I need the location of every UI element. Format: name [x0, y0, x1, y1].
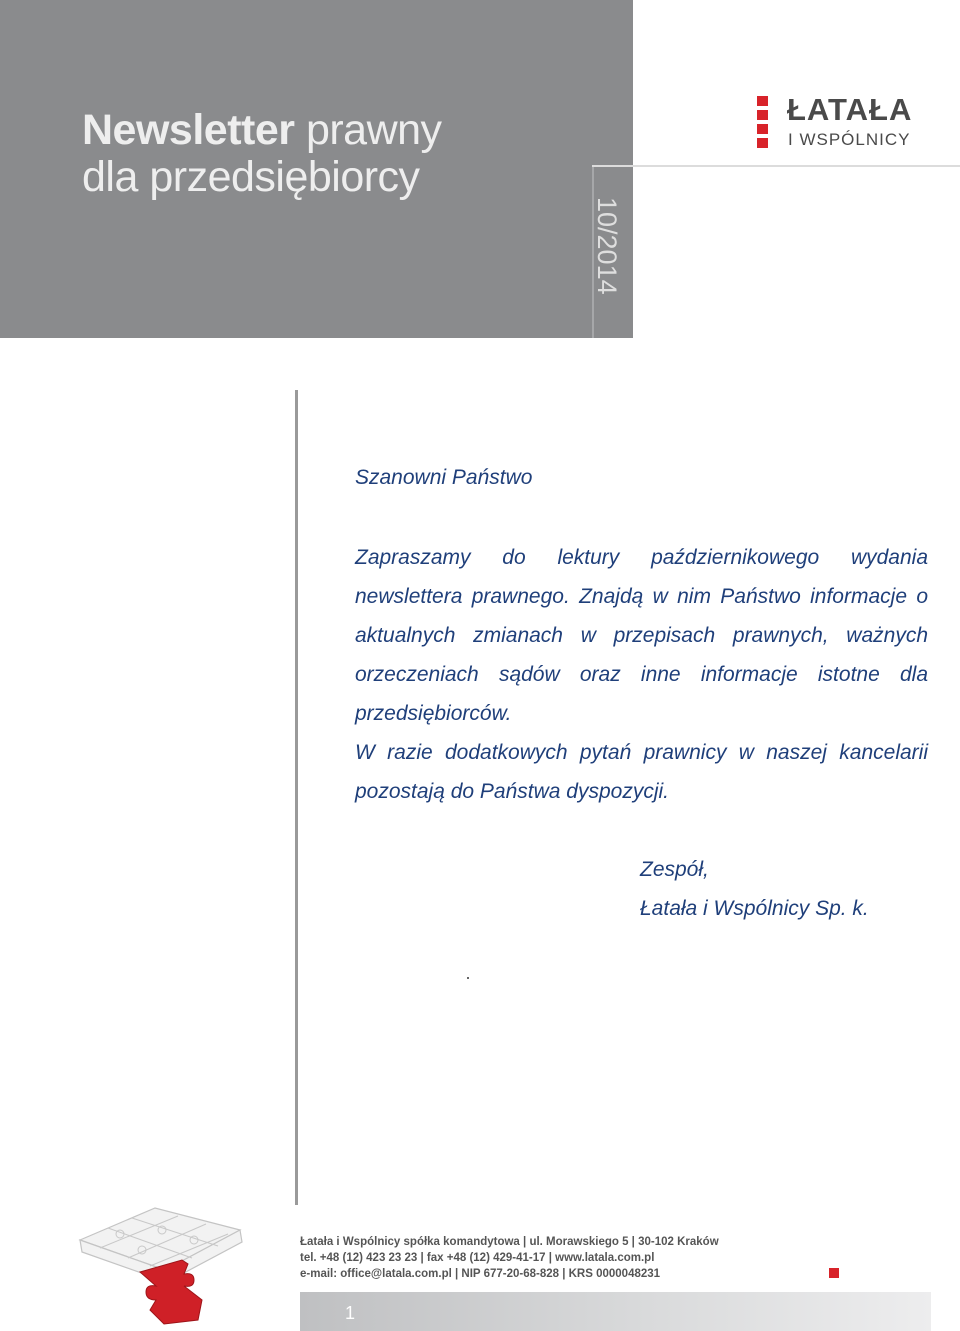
puzzle-red-piece [140, 1260, 202, 1324]
logo-square-4 [757, 138, 768, 148]
footer-phone-fax-web: tel. +48 (12) 423 23 23 | fax +48 (12) 429-41-17 | www.latala.com.pl [300, 1252, 655, 1264]
puzzle-icon [70, 1200, 250, 1325]
content-divider [295, 390, 298, 1205]
letter-paragraph-1: Zapraszamy do lektury październikowego wydania newslettera prawnego. Znajdą w nim Państwo informacje o aktualnych zmianach w przepisach prawnych, ważnych orzeczeniach sądów oraz inne informacje istotne dla przedsiębiorców. [355, 546, 928, 725]
newsletter-title [82, 106, 442, 155]
letter-greeting: Szanowni Państwo [355, 466, 533, 489]
page-number-bar [300, 1292, 931, 1331]
header-divider-horizontal [592, 165, 960, 167]
signature-line-1: Zespół, [640, 858, 709, 881]
newsletter-title-bold: Newsletter [82, 106, 295, 154]
logo-subtitle: I WSPÓLNICY [788, 130, 911, 149]
footer-red-square [829, 1268, 839, 1278]
logo-name: ŁATAŁA [787, 92, 913, 127]
stray-dot [467, 977, 469, 979]
logo-square-3 [757, 124, 768, 134]
footer-contact-info [300, 1234, 719, 1282]
newsletter-subtitle: dla przedsiębiorcy [82, 153, 420, 201]
signature-line-2: Łatała i Wspólnicy Sp. k. [640, 897, 869, 920]
company-logo [757, 92, 927, 154]
logo-square-2 [757, 110, 768, 120]
letter-body [355, 538, 928, 811]
newsletter-header [0, 0, 633, 338]
letter-signature [640, 850, 869, 928]
page-number: 1 [345, 1303, 356, 1323]
logo-square-1 [757, 96, 768, 106]
newsletter-title-rest: prawny [305, 106, 442, 154]
issue-number: 10/2014 [592, 197, 622, 295]
footer-email-ids: e-mail: office@latala.com.pl | NIP 677-20-68-828 | KRS 0000048231 [300, 1268, 661, 1280]
letter-paragraph-2: W razie dodatkowych pytań prawnicy w naszej kancelarii pozostają do Państwa dyspozycji. [355, 741, 928, 803]
footer-address: Łatała i Wspólnicy spółka komandytowa | ul. Morawskiego 5 | 30-102 Kraków [300, 1236, 719, 1248]
